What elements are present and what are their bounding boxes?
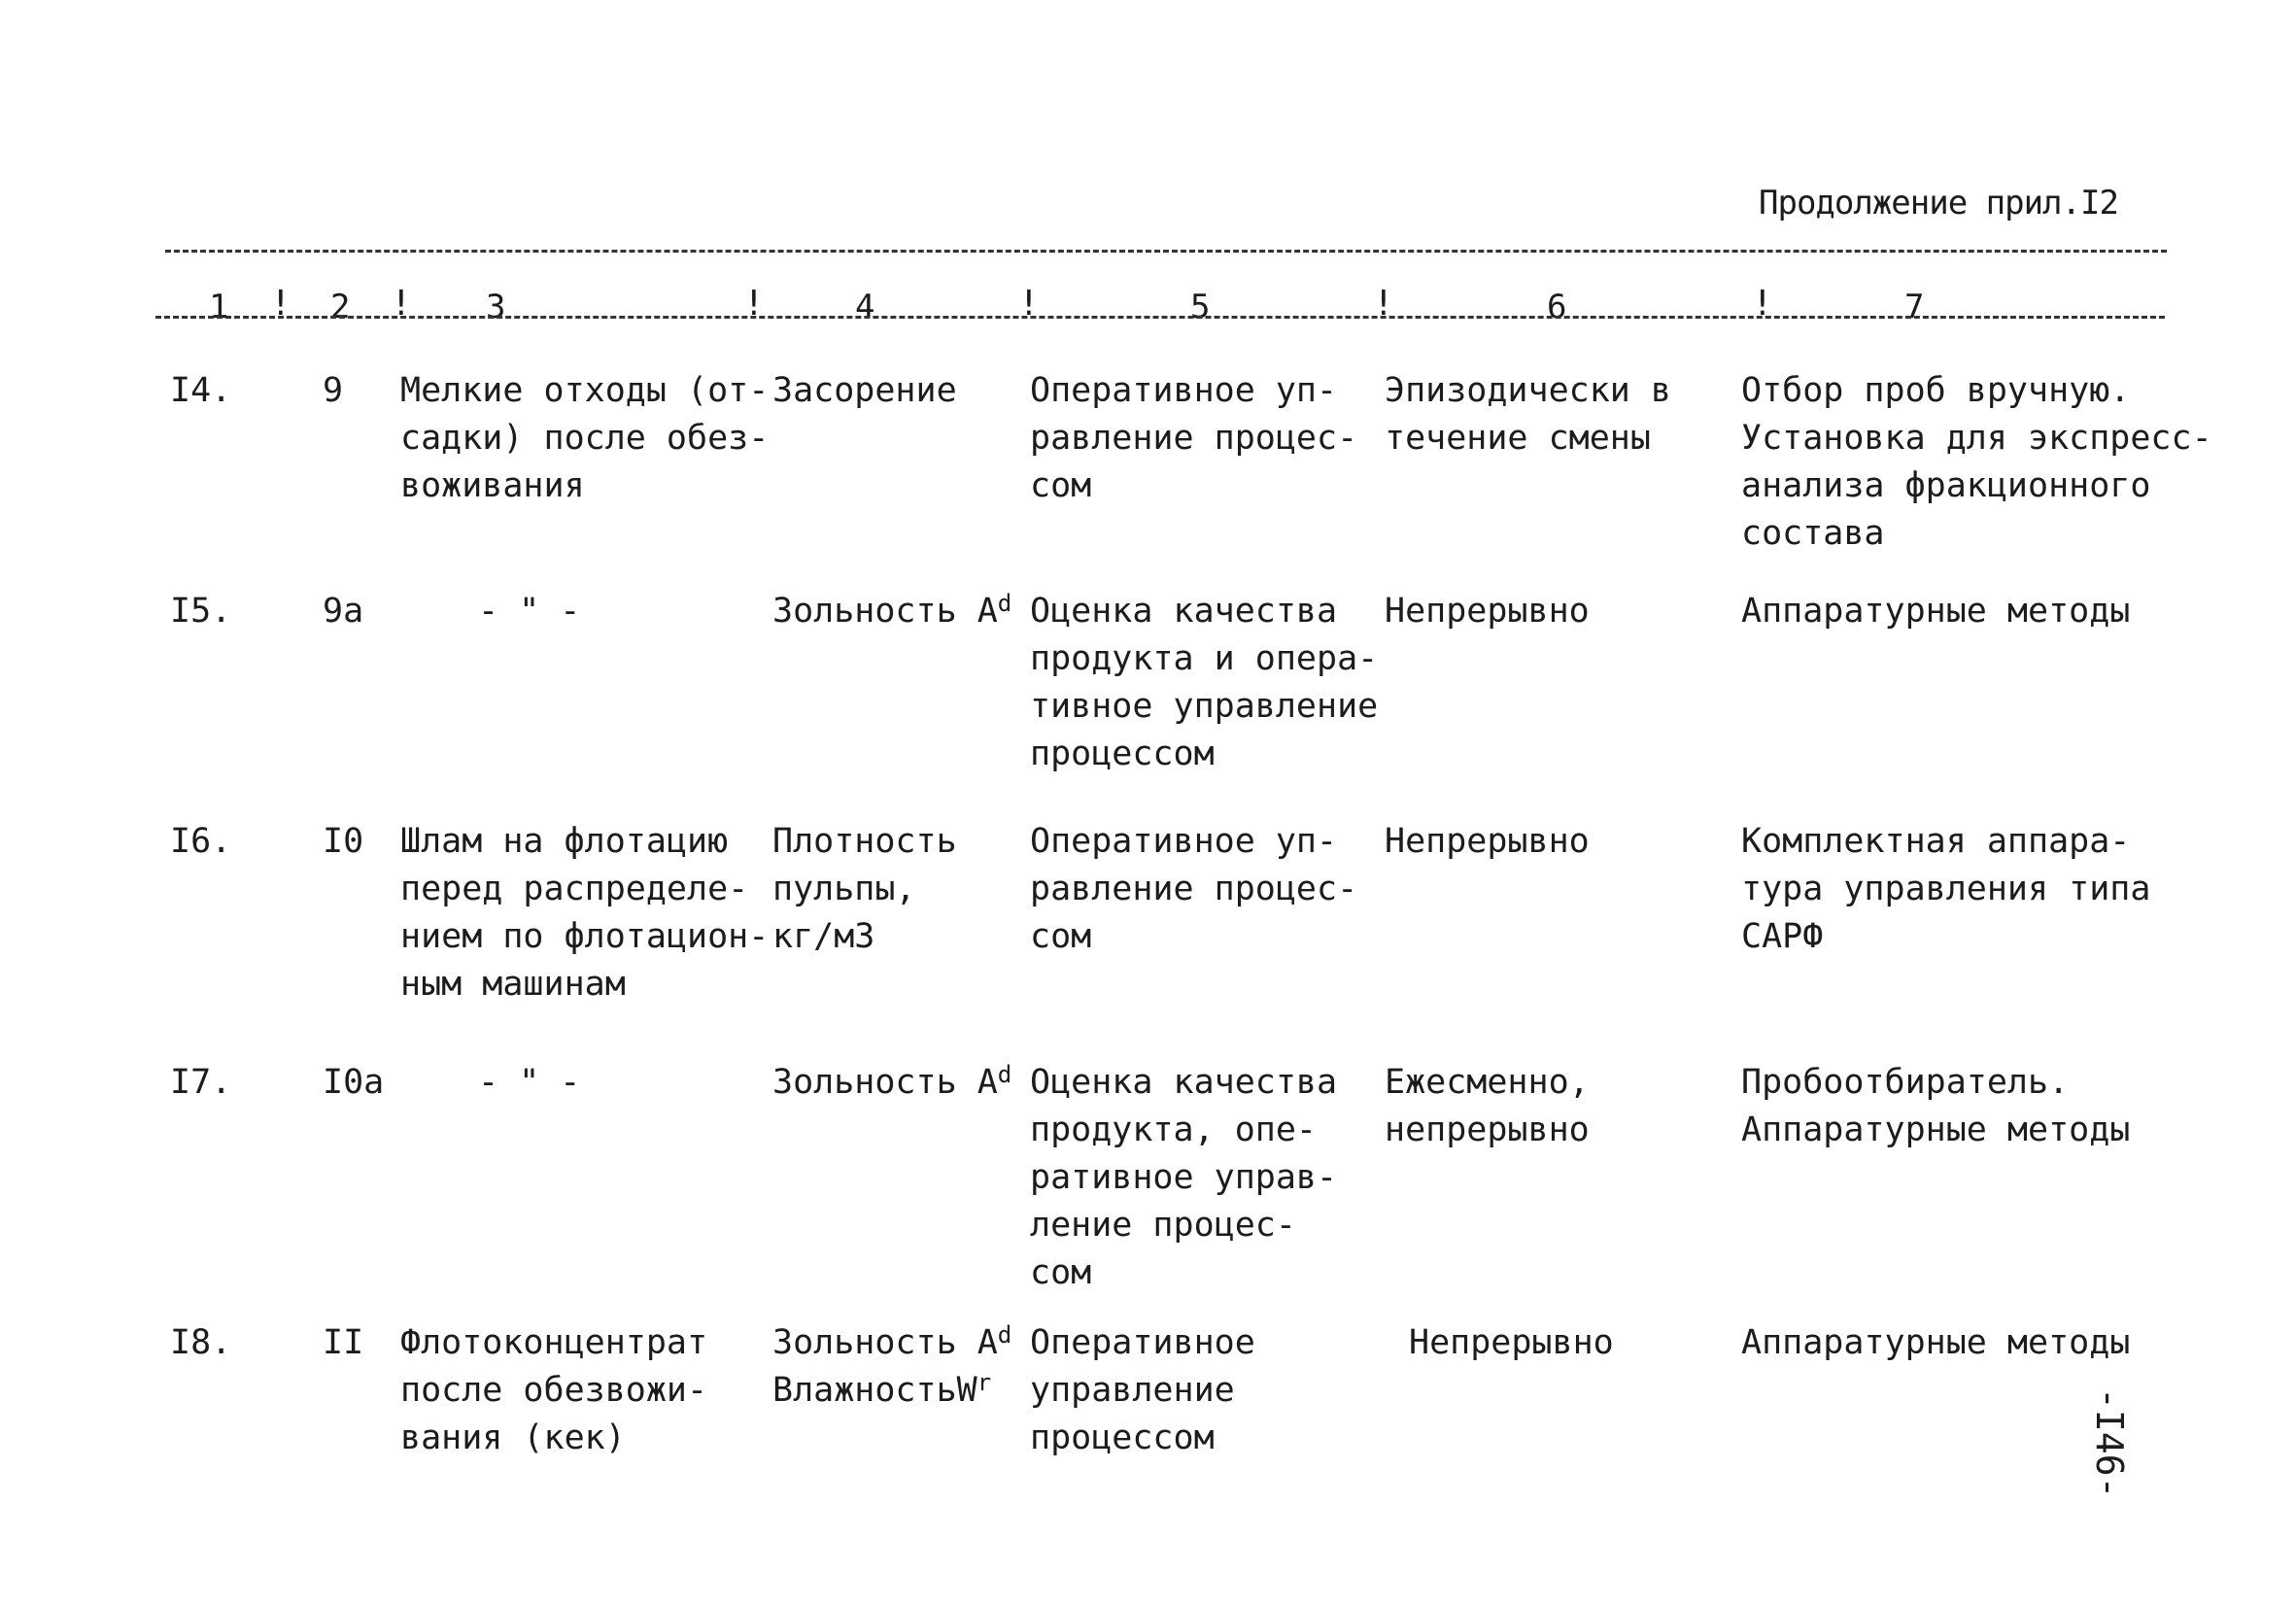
page-number: -I46-: [2088, 1387, 2131, 1499]
control-frequency: Эпизодически в течение смены: [1385, 371, 1672, 458]
controlled-parameter: Зольность $А^d$ ВлажностьW$^r$: [772, 1321, 1012, 1410]
top-dashed-rule: [165, 250, 2167, 253]
row-number: I7.: [170, 1063, 232, 1102]
control-purpose: Оценка качества продукта и опера- тивное управление процессом: [1030, 592, 1379, 773]
controlled-parameter: Засорение: [772, 371, 957, 410]
column-number-2: 2: [330, 288, 351, 326]
control-frequency: Непрерывно: [1409, 1323, 1614, 1362]
column-separator: !: [1752, 284, 1773, 324]
material-name-ditto: - " -: [478, 592, 581, 631]
control-point: I0а: [323, 1063, 385, 1102]
control-purpose: Оперативное уп- равление процес- сом: [1030, 371, 1358, 505]
control-purpose: Оценка качества продукта, опе- ративное управ- ление процес- сом: [1030, 1063, 1338, 1292]
control-method: Комплектная аппара- тура управления типа САРФ: [1741, 822, 2151, 956]
row-number: I8.: [170, 1323, 232, 1362]
control-purpose: Оперативное уп- равление процес- сом: [1030, 822, 1358, 956]
control-method: Пробоотбиратель. Аппаратурные методы: [1741, 1063, 2131, 1149]
row-number: I4.: [170, 371, 232, 410]
column-number-5: 5: [1190, 288, 1211, 326]
controlled-parameter: Плотность пульпы, кг/м3: [772, 822, 957, 956]
column-number-7: 7: [1904, 288, 1925, 326]
material-name-ditto: - " -: [478, 1063, 581, 1102]
column-separator: !: [1373, 284, 1394, 324]
column-separator: !: [743, 284, 765, 324]
controlled-parameter: Зольность $А^d$: [772, 1061, 1012, 1102]
controlled-parameter: Зольность $А^d$: [772, 590, 1012, 631]
control-frequency: Ежесменно, непрерывно: [1385, 1063, 1590, 1149]
control-frequency: Непрерывно: [1385, 592, 1590, 631]
header-dashed-rule: [155, 316, 2165, 319]
row-number: I5.: [170, 592, 232, 631]
column-number-1: 1: [209, 288, 229, 326]
column-number-6: 6: [1547, 288, 1567, 326]
row-number: I6.: [170, 822, 232, 861]
control-point: 9а: [323, 592, 364, 631]
control-point: 9: [323, 371, 344, 410]
column-number-3: 3: [486, 288, 506, 326]
control-frequency: Непрерывно: [1385, 822, 1590, 861]
control-method: Отбор проб вручную. Установка для экспресс- анализа фракционного состава: [1741, 371, 2212, 553]
material-name: Шлам на флотацию перед распределе- нием по флотацион- ным машинам: [400, 822, 770, 1004]
material-name: Мелкие отходы (от- садки) после обез- воживания: [400, 371, 770, 505]
control-method: Аппаратурные методы: [1741, 1323, 2131, 1362]
column-separator: !: [391, 284, 412, 324]
control-purpose: Оперативное управление процессом: [1030, 1323, 1255, 1457]
column-separator: !: [270, 284, 291, 324]
control-point: II: [323, 1323, 364, 1362]
continuation-label: Продолжение прил.I2: [1759, 184, 2118, 222]
control-method: Аппаратурные методы: [1741, 592, 2131, 631]
control-point: I0: [323, 822, 364, 861]
material-name: Флотоконцентрат после обезвожи- вания (кек): [400, 1323, 708, 1457]
column-number-4: 4: [855, 288, 875, 326]
column-separator: !: [1018, 284, 1040, 324]
